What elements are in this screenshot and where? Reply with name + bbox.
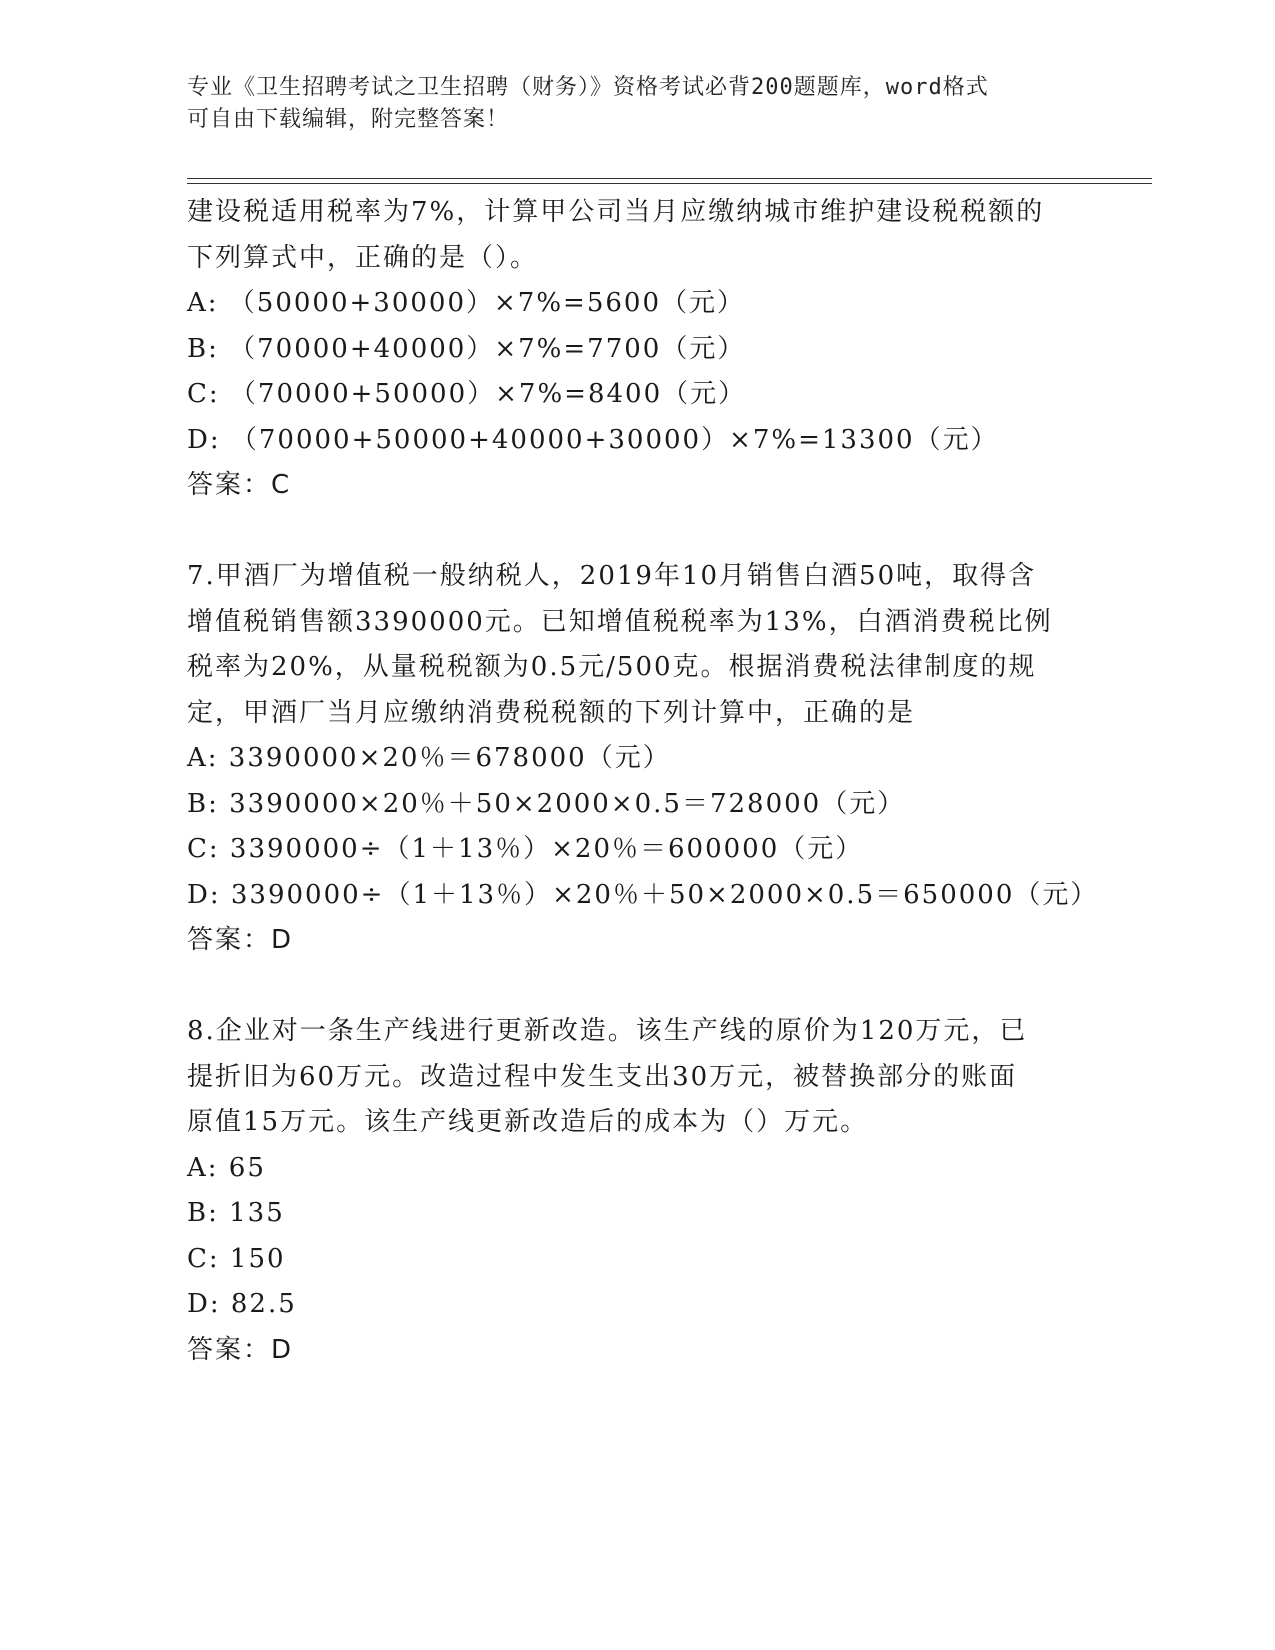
header-line-2: 可自由下载编辑，附完整答案！: [187, 107, 510, 132]
header-divider-bottom: [187, 183, 1152, 184]
question-stem-line: 税率为20%，从量税税额为0.5元/500克。根据消费税法律制度的规: [187, 652, 1037, 682]
option-d: D: 82.5: [187, 1289, 297, 1319]
option-a: A: 3390000×20％＝678000（元）: [187, 743, 671, 773]
question-stem-line: 增值税销售额3390000元。已知增值税税率为13%，白酒消费税比例: [187, 606, 1053, 637]
question-6: [187, 190, 1087, 509]
question-8: [187, 1009, 1087, 1373]
document-header: [187, 72, 1067, 136]
option-b: B: 135: [187, 1198, 285, 1228]
question-stem-line: 建设税适用税率为7%，计算甲公司当月应缴纳城市维护建设税税额的: [187, 197, 1045, 227]
document-body: [187, 190, 1099, 1373]
option-c: C: （70000+50000）×7%=8400（元）: [187, 379, 747, 409]
header-line-1: 专业《卫生招聘考试之卫生招聘（财务）》资格考试必背200题题库，word格式: [187, 75, 989, 100]
answer-label: 答案：D: [187, 1334, 294, 1365]
header-divider-top: [187, 178, 1152, 179]
option-d: D: 3390000÷（1＋13％）×20％＋50×2000×0.5＝650000（元）: [187, 879, 1099, 910]
question-stem-line: 提折旧为60万元。改造过程中发生支出30万元，被替换部分的账面: [187, 1061, 1018, 1092]
question-stem-line: 下列算式中，正确的是（）。: [187, 242, 539, 273]
answer-label: 答案：C: [187, 470, 292, 500]
option-c: C: 3390000÷（1＋13％）×20％＝600000（元）: [187, 834, 864, 864]
question-stem-line: 定，甲酒厂当月应缴纳消费税税额的下列计算中，正确的是: [187, 697, 916, 728]
question-stem-line: 8.企业对一条生产线进行更新改造。该生产线的原价为120万元，已: [187, 1016, 1028, 1046]
spacer: [187, 509, 1087, 555]
option-b: B: （70000+40000）×7%=7700（元）: [187, 333, 746, 364]
spacer: [187, 964, 1087, 1010]
question-stem-line: 7.甲酒厂为增值税一般纳税人，2019年10月销售白酒50吨，取得含: [187, 561, 1037, 591]
option-b: B: 3390000×20％＋50×2000×0.5＝728000（元）: [187, 788, 906, 819]
option-a: A: （50000+30000）×7%=5600（元）: [187, 288, 745, 318]
option-a: A: 65: [187, 1152, 266, 1183]
answer-label: 答案：D: [187, 925, 294, 955]
question-stem-line: 原值15万元。该生产线更新改造后的成本为（）万元。: [187, 1107, 869, 1137]
question-7: [187, 554, 1099, 964]
option-d: D: （70000+50000+40000+30000）×7%=13300（元）: [187, 424, 999, 455]
option-c: C: 150: [187, 1243, 286, 1274]
